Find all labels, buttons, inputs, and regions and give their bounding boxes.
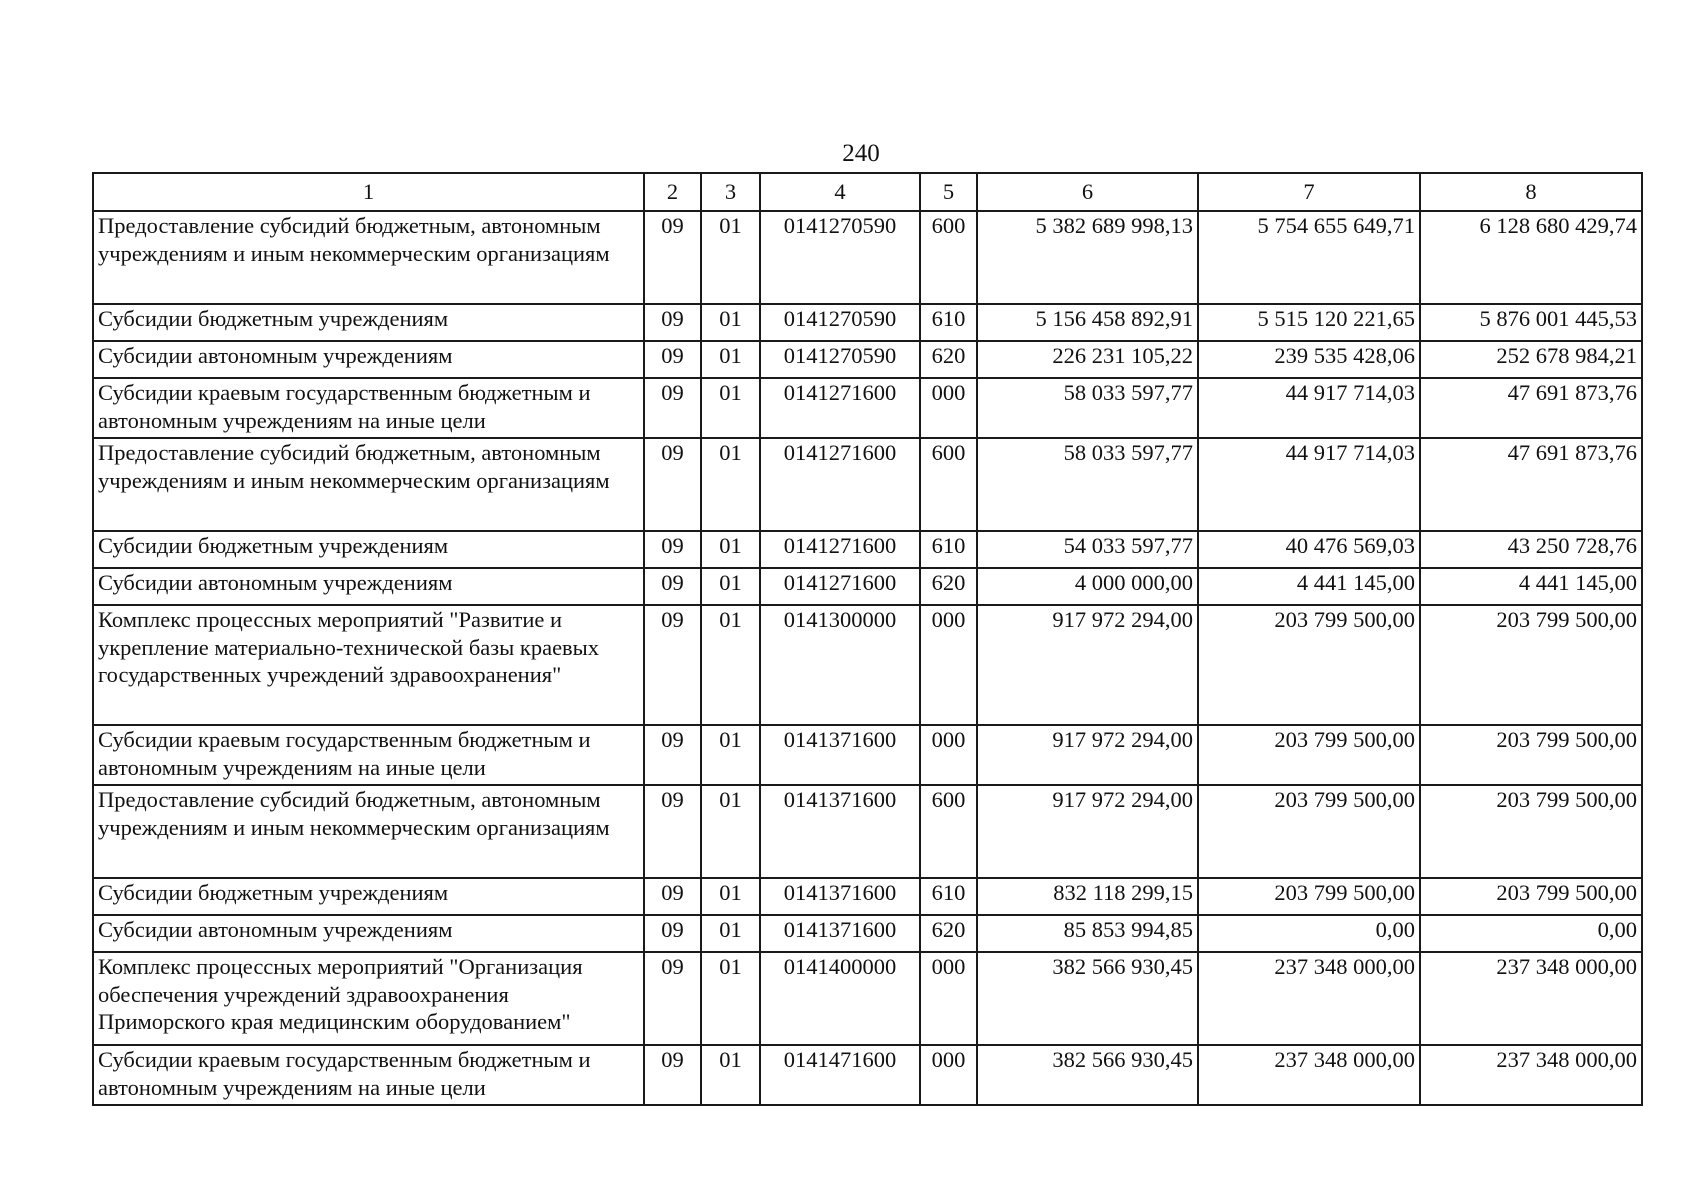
subsection-code: 01 [701,341,760,378]
table-row [93,211,1642,304]
section-code: 09 [644,304,701,341]
target-article-code: 0141271600 [760,568,920,605]
column-header: 7 [1198,173,1420,211]
amount-col-8: 203 799 500,00 [1420,878,1642,915]
expense-type-code: 620 [920,915,977,952]
row-name: Предоставление субсидий бюджетным, автономным учреждениям и иным некоммерческим организациям [93,438,644,531]
amount-col-6: 382 566 930,45 [977,1045,1198,1105]
target-article-code: 0141271600 [760,438,920,531]
amount-col-7: 203 799 500,00 [1198,725,1420,785]
expense-type-code: 610 [920,304,977,341]
subsection-code: 01 [701,378,760,438]
column-header: 3 [701,173,760,211]
subsection-code: 01 [701,211,760,304]
target-article-code: 0141271600 [760,378,920,438]
row-name: Субсидии бюджетным учреждениям [93,531,644,568]
column-header: 1 [93,173,644,211]
table-row [93,878,1642,915]
subsection-code: 01 [701,785,760,878]
subsection-code: 01 [701,304,760,341]
amount-col-6: 226 231 105,22 [977,341,1198,378]
target-article-code: 0141371600 [760,878,920,915]
row-name: Субсидии бюджетным учреждениям [93,304,644,341]
row-name: Комплекс процессных мероприятий "Развитие и укрепление материально-технической базы краевых государственных учреждений здравоохранения" [93,605,644,725]
column-header: 6 [977,173,1198,211]
subsection-code: 01 [701,568,760,605]
expense-type-code: 620 [920,568,977,605]
amount-col-6: 5 156 458 892,91 [977,304,1198,341]
amount-col-8: 203 799 500,00 [1420,605,1642,725]
section-code: 09 [644,878,701,915]
expense-type-code: 600 [920,785,977,878]
subsection-code: 01 [701,952,760,1045]
subsection-code: 01 [701,605,760,725]
amount-col-8: 203 799 500,00 [1420,785,1642,878]
table-row [93,438,1642,531]
expense-type-code: 000 [920,378,977,438]
budget-table [92,172,1643,1106]
target-article-code: 0141271600 [760,531,920,568]
expense-type-code: 000 [920,725,977,785]
amount-col-7: 237 348 000,00 [1198,952,1420,1045]
amount-col-8: 203 799 500,00 [1420,725,1642,785]
table-row [93,1045,1642,1105]
table-row [93,531,1642,568]
section-code: 09 [644,531,701,568]
table-row [93,952,1642,1045]
table-row [93,915,1642,952]
header-row [93,173,1642,211]
section-code: 09 [644,725,701,785]
amount-col-7: 203 799 500,00 [1198,878,1420,915]
amount-col-8: 6 128 680 429,74 [1420,211,1642,304]
target-article-code: 0141270590 [760,211,920,304]
expense-type-code: 000 [920,1045,977,1105]
amount-col-6: 382 566 930,45 [977,952,1198,1045]
expense-type-code: 610 [920,878,977,915]
amount-col-7: 44 917 714,03 [1198,378,1420,438]
target-article-code: 0141300000 [760,605,920,725]
section-code: 09 [644,605,701,725]
table-row [93,605,1642,725]
amount-col-7: 44 917 714,03 [1198,438,1420,531]
amount-col-8: 43 250 728,76 [1420,531,1642,568]
table-row [93,378,1642,438]
amount-col-7: 239 535 428,06 [1198,341,1420,378]
amount-col-6: 54 033 597,77 [977,531,1198,568]
subsection-code: 01 [701,531,760,568]
table-row [93,341,1642,378]
column-header: 2 [644,173,701,211]
amount-col-8: 4 441 145,00 [1420,568,1642,605]
expense-type-code: 600 [920,438,977,531]
amount-col-7: 0,00 [1198,915,1420,952]
amount-col-7: 5 515 120 221,65 [1198,304,1420,341]
amount-col-8: 252 678 984,21 [1420,341,1642,378]
target-article-code: 0141270590 [760,341,920,378]
table-row [93,568,1642,605]
table-row [93,725,1642,785]
amount-col-8: 47 691 873,76 [1420,378,1642,438]
row-name: Субсидии автономным учреждениям [93,568,644,605]
target-article-code: 0141270590 [760,304,920,341]
row-name: Субсидии бюджетным учреждениям [93,878,644,915]
amount-col-6: 917 972 294,00 [977,605,1198,725]
row-name: Субсидии автономным учреждениям [93,341,644,378]
amount-col-6: 58 033 597,77 [977,378,1198,438]
amount-col-8: 0,00 [1420,915,1642,952]
row-name: Субсидии автономным учреждениям [93,915,644,952]
subsection-code: 01 [701,438,760,531]
target-article-code: 0141471600 [760,1045,920,1105]
amount-col-8: 47 691 873,76 [1420,438,1642,531]
row-name: Субсидии краевым государственным бюджетным и автономным учреждениям на иные цели [93,725,644,785]
amount-col-7: 203 799 500,00 [1198,785,1420,878]
column-header: 8 [1420,173,1642,211]
amount-col-8: 237 348 000,00 [1420,1045,1642,1105]
row-name: Субсидии краевым государственным бюджетным и автономным учреждениям на иные цели [93,1045,644,1105]
section-code: 09 [644,568,701,605]
row-name: Предоставление субсидий бюджетным, автономным учреждениям и иным некоммерческим организациям [93,211,644,304]
amount-col-7: 5 754 655 649,71 [1198,211,1420,304]
amount-col-7: 40 476 569,03 [1198,531,1420,568]
amount-col-6: 58 033 597,77 [977,438,1198,531]
subsection-code: 01 [701,1045,760,1105]
amount-col-6: 5 382 689 998,13 [977,211,1198,304]
amount-col-8: 237 348 000,00 [1420,952,1642,1045]
section-code: 09 [644,1045,701,1105]
table-row [93,785,1642,878]
amount-col-8: 5 876 001 445,53 [1420,304,1642,341]
row-name: Комплекс процессных мероприятий "Организация обеспечения учреждений здравоохранения Приморского края медицинским оборудованием" [93,952,644,1045]
section-code: 09 [644,438,701,531]
amount-col-7: 4 441 145,00 [1198,568,1420,605]
target-article-code: 0141371600 [760,785,920,878]
subsection-code: 01 [701,915,760,952]
page-number: 240 [842,140,880,167]
expense-type-code: 600 [920,211,977,304]
section-code: 09 [644,915,701,952]
amount-col-6: 4 000 000,00 [977,568,1198,605]
target-article-code: 0141400000 [760,952,920,1045]
target-article-code: 0141371600 [760,725,920,785]
amount-col-6: 917 972 294,00 [977,785,1198,878]
amount-col-6: 85 853 994,85 [977,915,1198,952]
column-header: 5 [920,173,977,211]
section-code: 09 [644,952,701,1045]
target-article-code: 0141371600 [760,915,920,952]
expense-type-code: 610 [920,531,977,568]
section-code: 09 [644,341,701,378]
section-code: 09 [644,785,701,878]
amount-col-6: 832 118 299,15 [977,878,1198,915]
expense-type-code: 000 [920,605,977,725]
amount-col-7: 237 348 000,00 [1198,1045,1420,1105]
expense-type-code: 620 [920,341,977,378]
amount-col-7: 203 799 500,00 [1198,605,1420,725]
amount-col-6: 917 972 294,00 [977,725,1198,785]
expense-type-code: 000 [920,952,977,1045]
section-code: 09 [644,211,701,304]
table-row [93,304,1642,341]
section-code: 09 [644,378,701,438]
subsection-code: 01 [701,878,760,915]
row-name: Субсидии краевым государственным бюджетным и автономным учреждениям на иные цели [93,378,644,438]
column-header: 4 [760,173,920,211]
row-name: Предоставление субсидий бюджетным, автономным учреждениям и иным некоммерческим организациям [93,785,644,878]
subsection-code: 01 [701,725,760,785]
